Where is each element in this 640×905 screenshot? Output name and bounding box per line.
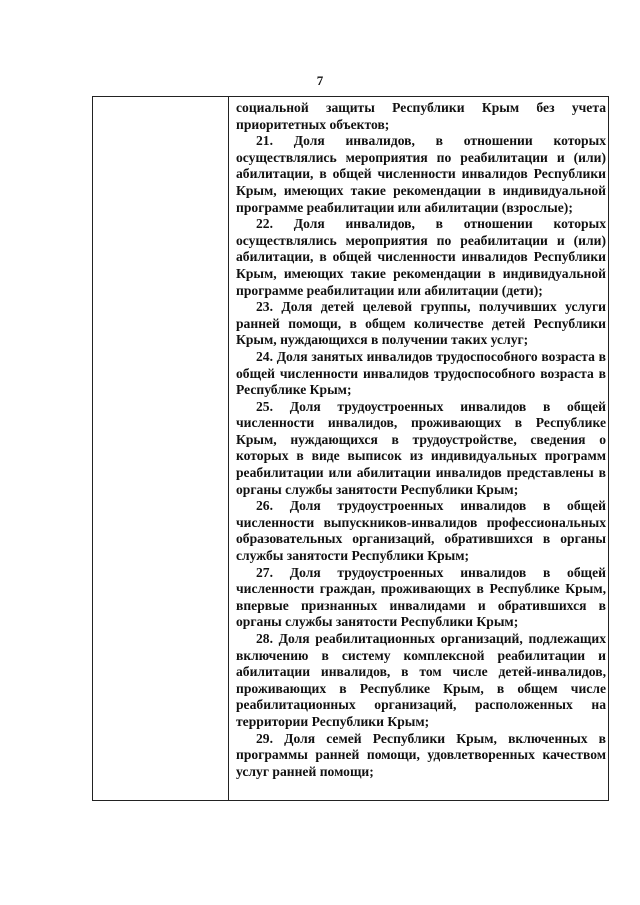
- paragraph-item-25: 25. Доля трудоустроенных инвалидов в общей численности инвалидов, проживающих в Республике Крым, нуждающихся в трудоустройстве, сведения о которых в виде выписок из индивидуальных программ реабилитации или абилитации инвалидов представлены в органы службы занятости Республики Крым;: [236, 398, 606, 497]
- document-table: [92, 96, 609, 801]
- paragraph-item-26: 26. Доля трудоустроенных инвалидов в общей численности выпускников-инвалидов профессиональных образовательных организаций, обратившихся в органы службы занятости Республики Крым;: [236, 498, 606, 564]
- page-number: 7: [316, 73, 324, 88]
- table-left-cell: [93, 97, 228, 800]
- paragraph-item-27: 27. Доля трудоустроенных инвалидов в общей численности граждан, проживающих в Республике Крым, впервые признанных инвалидами и обратившихся в органы службы занятости Республики Крым;: [236, 564, 606, 630]
- table-column-divider: [228, 97, 229, 800]
- paragraph-item-23: 23. Доля детей целевой группы, получивших услуги ранней помощи, в общем количестве детей Республики Крым, нуждающихся в получении таких услуг;: [236, 299, 606, 348]
- table-right-cell: [236, 100, 606, 780]
- paragraph-item-22: 22. Доля инвалидов, в отношении которых осуществлялись мероприятия по реабилитации и (или) абилитации, в общей численности инвалидов Республики Крым, имеющих такие рекомендации в индивидуальной программе реабилитации или абилитации (дети);: [236, 216, 606, 298]
- paragraph-item-29: 29. Доля семей Республики Крым, включенных в программы ранней помощи, удовлетворенных качеством услуг ранней помощи;: [236, 730, 606, 779]
- paragraph-item-28: 28. Доля реабилитационных организаций, подлежащих включению в систему комплексной реабилитации и абилитации инвалидов, в том числе детей-инвалидов, проживающих в Республике Крым, в общем числе реабилитационных организаций, расположенных на территории Республики Крым;: [236, 631, 606, 729]
- paragraph-item-21: 21. Доля инвалидов, в отношении которых осуществлялись мероприятия по реабилитации и (или) абилитации, в общей численности инвалидов Республики Крым, имеющих такие рекомендации в индивидуальной программе реабилитации или абилитации (взрослые);: [236, 133, 606, 215]
- paragraph-continuation: социальной защиты Республики Крым без учета приоритетных объектов;: [236, 100, 606, 132]
- paragraph-item-24: 24. Доля занятых инвалидов трудоспособного возраста в общей численности инвалидов трудоспособного возраста в Республике Крым;: [236, 348, 606, 398]
